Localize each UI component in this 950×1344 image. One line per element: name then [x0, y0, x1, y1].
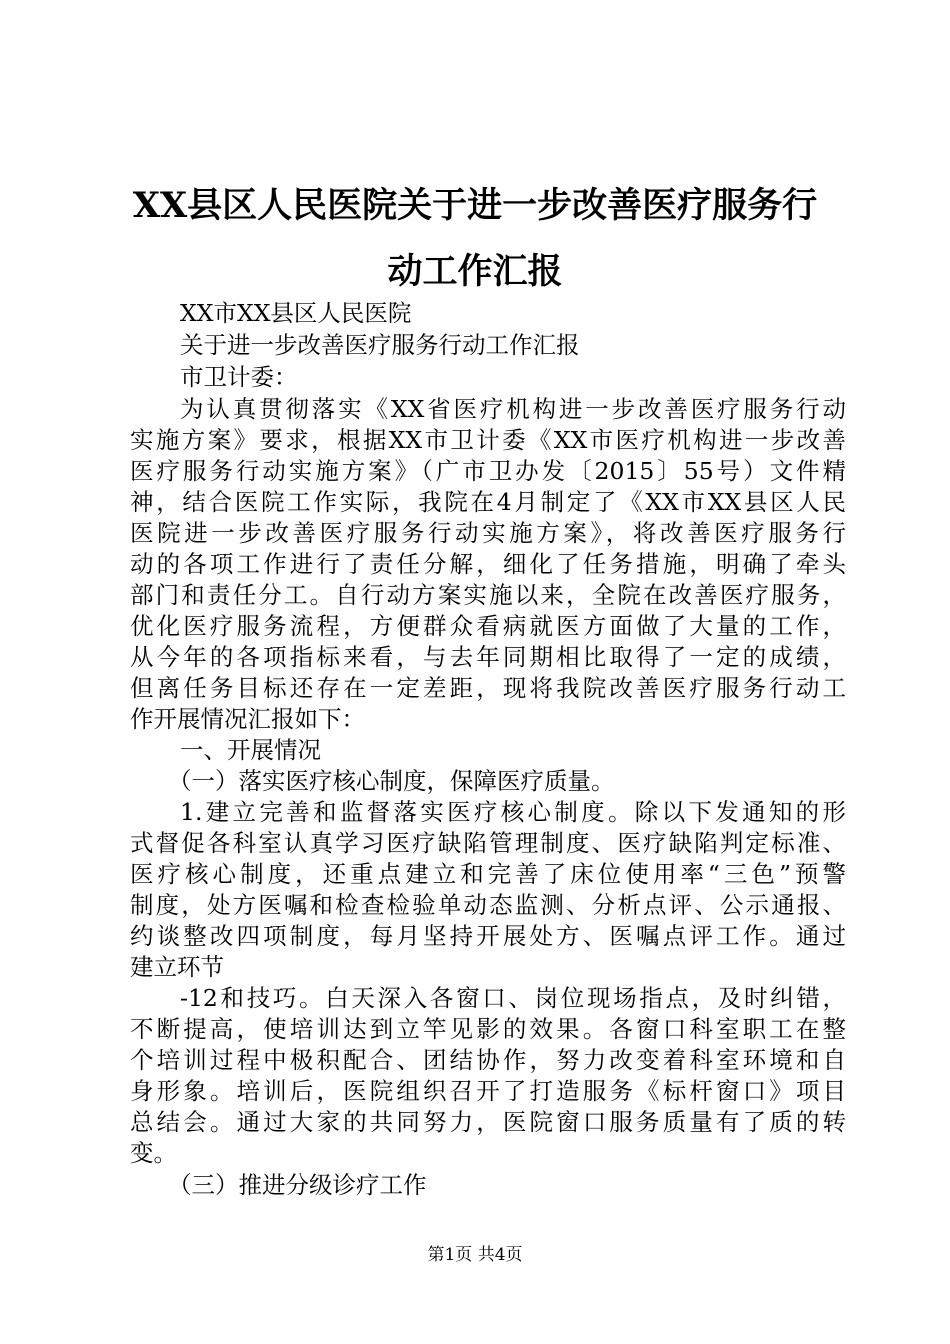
paragraph-line: 但离任务目标还存在一定差距，现将我院改善医疗服务行动工: [130, 674, 846, 702]
paragraph-line: 制度，处方医嘱和检查检验单动态监测、分析点评、公示通报、: [130, 891, 846, 919]
paragraph-line: 总结会。通过大家的共同努力，医院窗口服务质量有了质的转: [130, 1108, 846, 1136]
hospital-name: XX市XX县区人民医院: [180, 299, 412, 327]
subsection-heading: （三）推进分级诊疗工作: [168, 1171, 427, 1199]
paragraph-line: 身形象。培训后，医院组织召开了打造服务《标杆窗口》项目: [130, 1077, 846, 1105]
paragraph-line: 个培训过程中极积配合、团结协作，努力改变着科室环境和自: [130, 1046, 846, 1074]
paragraph-line: 优化医疗服务流程，方便群众看病就医方面做了大量的工作，: [130, 612, 846, 640]
paragraph-line: 动的各项工作进行了责任分解，细化了任务措施，明确了牵头: [130, 550, 846, 578]
paragraph-line: 医疗核心制度，还重点建立和完善了床位使用率“三色”预警: [130, 860, 846, 888]
paragraph-line: 神，结合医院工作实际，我院在4月制定了《XX市XX县区人民: [130, 488, 846, 516]
document-title-line-1: XX县区人民医院关于进一步改善医疗服务行: [132, 185, 818, 226]
paragraph-line: 实施方案》要求，根据XX市卫计委《XX市医疗机构进一步改善: [130, 426, 846, 454]
paragraph-line: 变。: [130, 1139, 177, 1167]
page-footer: 第1页 共4页: [427, 1245, 523, 1265]
paragraph-line: 医疗服务行动实施方案》（广市卫办发〔2015〕55号）文件精: [130, 457, 846, 485]
paragraph-line: 约谈整改四项制度，每月坚持开展处方、医嘱点评工作。通过: [130, 922, 846, 950]
paragraph-line: 从今年的各项指标来看，与去年同期相比取得了一定的成绩，: [130, 643, 846, 671]
section-heading: 一、开展情况: [180, 736, 321, 764]
salutation: 市卫计委：: [180, 363, 298, 391]
paragraph-line: 为认真贯彻落实《XX省医疗机构进一步改善医疗服务行动: [180, 395, 846, 423]
paragraph-line: 部门和责任分工。自行动方案实施以来，全院在改善医疗服务，: [130, 581, 846, 609]
paragraph-line: 建立环节: [130, 953, 224, 981]
document-title-line-2: 动工作汇报: [387, 251, 563, 292]
paragraph-line: 作开展情况汇报如下：: [130, 705, 365, 733]
paragraph-line: 式督促各科室认真学习医疗缺陷管理制度、医疗缺陷判定标准、: [130, 829, 846, 857]
paragraph-line: 1.建立完善和监督落实医疗核心制度。除以下发通知的形: [180, 798, 846, 826]
paragraph-line: 不断提高，使培训达到立竿见影的效果。各窗口科室职工在整: [130, 1015, 846, 1043]
report-subtitle: 关于进一步改善医疗服务行动工作汇报: [180, 331, 580, 359]
subsection-heading: （一）落实医疗核心制度，保障医疗质量。: [168, 767, 615, 795]
paragraph-line: 医院进一步改善医疗服务行动实施方案》，将改善医疗服务行: [130, 519, 846, 547]
paragraph-line: -12和技巧。白天深入各窗口、岗位现场指点，及时纠错，: [180, 984, 846, 1012]
